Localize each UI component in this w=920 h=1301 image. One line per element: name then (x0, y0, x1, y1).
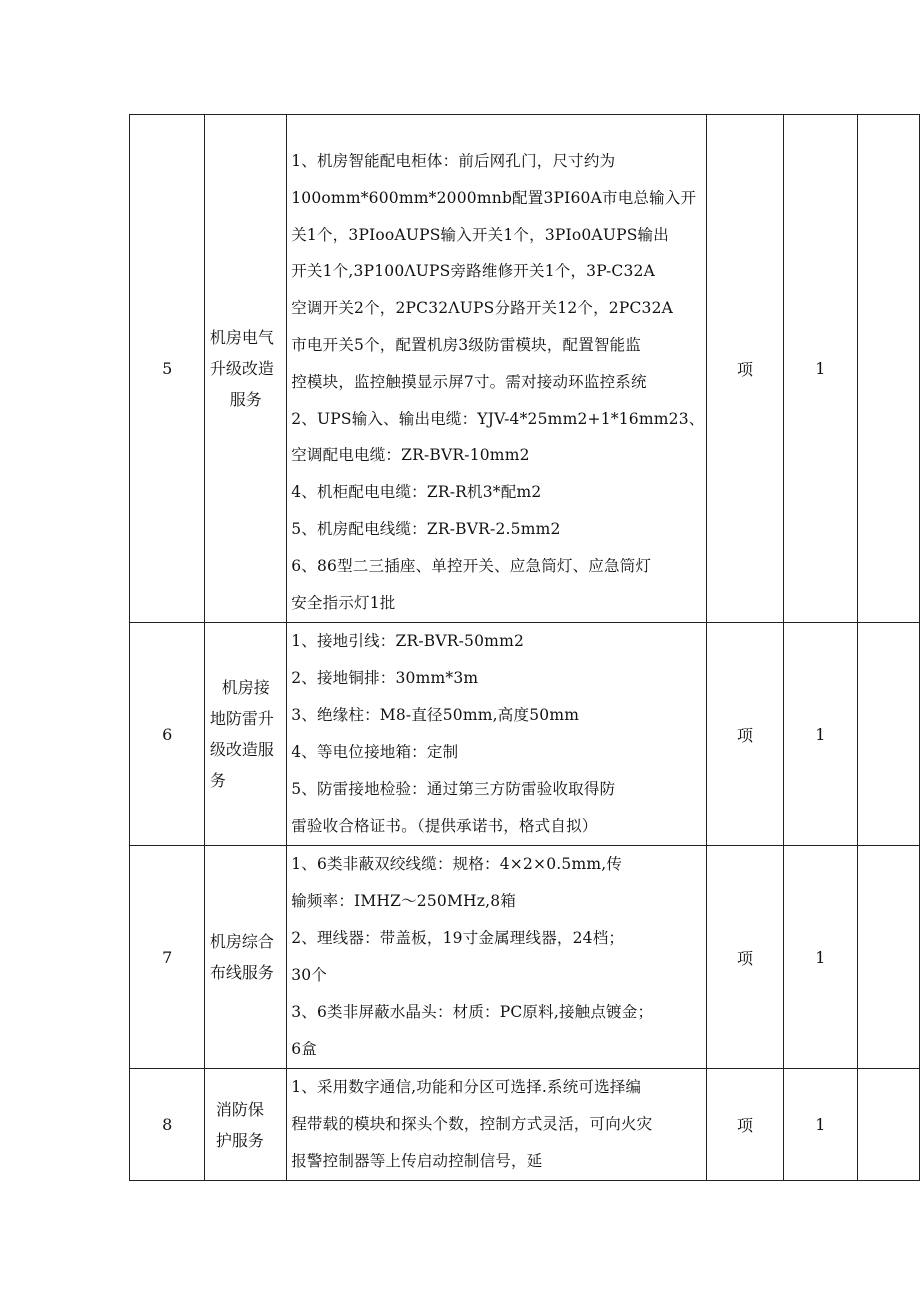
item-name-line: 布线服务 (209, 963, 274, 982)
item-name-cell (205, 846, 287, 1069)
description-line: 4、机柜配电电缆：ZR-R机3*配m2 (291, 483, 542, 502)
description-line: 空调开关2个，2PC32ΛUPS分路开关12个，2PC32A (291, 299, 674, 318)
description-line: 5、机房配电线缆：ZR-BVR-2.5mm2 (291, 519, 561, 538)
items-table (129, 114, 920, 1181)
item-description (287, 623, 707, 846)
unit-cell: 项 (707, 1069, 783, 1181)
unit-cell: 项 (707, 846, 783, 1069)
item-name-cell (205, 1069, 287, 1181)
description-line: 安全指示灯1批 (291, 593, 396, 612)
description-line: 100omm*600mm*2000mnb配置3PI60A市电总输入开 (291, 188, 697, 207)
item-description (287, 115, 707, 623)
quantity-cell: 1 (783, 846, 858, 1069)
description-line: 1、接地引线：ZR-BVR-50mm2 (291, 632, 525, 650)
quantity-cell: 1 (783, 115, 858, 623)
description-line: 控模块，监控触摸显示屏7寸。需对接动环监控系统 (291, 372, 647, 391)
row-number: 6 (130, 623, 205, 846)
unit-cell: 项 (707, 115, 783, 623)
item-name-line: 服务 (229, 390, 262, 409)
description-line: 开关1个,3P100ΛUPS旁路维修开关1个，3P-C32A (291, 262, 656, 281)
item-name-line: 升级改造 (209, 359, 274, 378)
table-row (130, 623, 920, 846)
description-line: 市电开关5个，配置机房3级防雷模块，配置智能监 (291, 335, 642, 354)
description-line: 6盒 (291, 1040, 317, 1058)
description-line: 1、采用数字通信,功能和分区可选择.系统可选择编 (291, 1078, 642, 1096)
description-line: 报警控制器等上传启动控制信号，延 (291, 1152, 543, 1170)
table-row (130, 846, 920, 1069)
description-line: 30个 (291, 966, 328, 984)
item-description (287, 846, 707, 1069)
description-line: 关1个，3PIooAUPS输入开关1个，3PIo0AUPS输出 (291, 225, 669, 244)
description-line: 3、6类非屏蔽水晶头：材质：PC原料,接触点镀金； (291, 1003, 654, 1021)
description-line: 1、机房智能配电柜体：前后网孔门，尺寸约为 (291, 152, 616, 170)
item-name-cell (205, 623, 287, 846)
description-line: 2、UPS输入、输出电缆：YJV-4*25mm2+1*16mm23、 (291, 409, 705, 428)
empty-cell (858, 846, 920, 1069)
description-line: 程带载的模块和探头个数，控制方式灵活，可向火灾 (291, 1115, 653, 1133)
row-number: 8 (130, 1069, 205, 1181)
description-line: 1、6类非蔽双绞线缆：规格：4×2×0.5mm,传 (291, 855, 623, 873)
empty-cell (858, 623, 920, 846)
empty-cell (858, 1069, 920, 1181)
description-line: 3、绝缘柱：M8-直径50mm,高度50mm (291, 706, 580, 724)
description-line: 5、防雷接地检验：通过第三方防雷验收取得防 (291, 780, 616, 798)
description-line: 输频率：IMHZ～250MHz,8箱 (291, 892, 517, 910)
description-line: 4、等电位接地箱：定制 (291, 743, 459, 761)
item-name-line: 地防雷升 (209, 709, 274, 728)
item-name-cell (205, 115, 287, 623)
row-number: 5 (130, 115, 205, 623)
item-name-line: 务 (209, 771, 226, 790)
item-name-line: 护服务 (215, 1130, 264, 1150)
description-line: 2、理线器：带盖板，19寸金属理线器，24档； (291, 929, 625, 947)
description-line: 雷验收合格证书。（提供承诺书，格式自拟） (291, 817, 598, 835)
row-number: 7 (130, 846, 205, 1069)
item-name-line: 消防保 (215, 1099, 264, 1119)
item-name-line: 机房接 (221, 678, 270, 697)
item-name-line: 机房电气 (209, 328, 274, 347)
item-name-line: 机房综合 (209, 932, 274, 951)
description-line: 空调配电电缆：ZR-BVR-10mm2 (291, 446, 530, 465)
empty-cell (858, 115, 920, 623)
table-row (130, 115, 920, 623)
item-name-line: 级改造服 (209, 740, 274, 759)
description-line: 2、接地铜排：30mm*3m (291, 669, 479, 687)
description-line: 6、86型二三插座、单控开关、应急筒灯、应急筒灯 (291, 556, 652, 575)
item-description (287, 1069, 707, 1181)
table-row (130, 1069, 920, 1181)
unit-cell: 项 (707, 623, 783, 846)
quantity-cell: 1 (783, 623, 858, 846)
quantity-cell: 1 (783, 1069, 858, 1181)
